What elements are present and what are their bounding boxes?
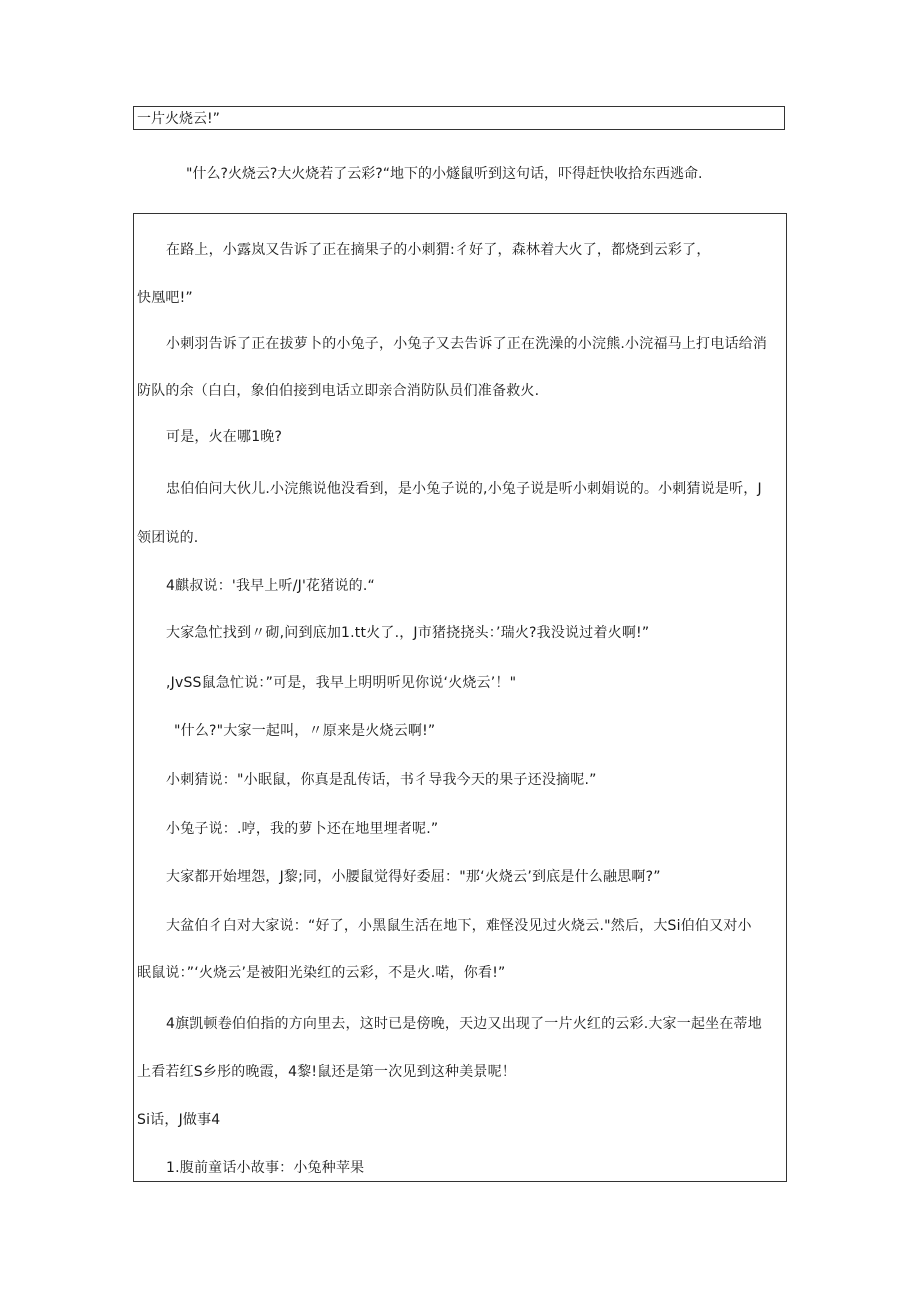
story-line: 可是，火在哪1晚? — [166, 429, 283, 445]
story-line: 4旗凯顿卷伯伯指的方向里去，这时已是傍晚，天边又出现了一片火红的云彩.大家一起坐在蒂地 — [166, 1016, 762, 1032]
story-line: 大家急忙找到〃砌,问到底加1.tt火了.，J市猪挠挠头：’瑞火?我没说过着火啊!” — [166, 625, 650, 641]
story-line: Si话，J做事4 — [137, 1112, 221, 1128]
story-line-mole-flees: "什么?火烧云?大火烧若了云彩?“地下的小燧鼠听到这句话，吓得赶快收拾东西逃命. — [186, 166, 703, 182]
story-line: "什么?"大家一起叫，〃原来是火烧云啊!” — [174, 723, 436, 739]
story-line: 大家都开始埋怨，J黎;同，小腰鼠觉得好委屈："那‘火烧云’到底是什么融思啊?” — [166, 869, 661, 885]
story-line: 眠鼠说：”‘火烧云’是被阳光染红的云彩，不是火.喏，你看!” — [137, 965, 506, 981]
story-line: 上看若红S乡彤的晚霞，4黎!鼠还是第一次见到这种美景呢！ — [137, 1064, 517, 1080]
story-line: 4麒叔说：'我早上听/J'花猪说的.“ — [166, 578, 375, 594]
story-line: 防队的余（白白，象伯伯接到电话立即亲合消防队员们准备救火. — [137, 383, 540, 399]
header-line: 一片火烧云!” — [137, 111, 220, 127]
story-line: 小刺猜说："小眠鼠，你真是乱传话，书彳导我今天的果子还没摘呢.” — [166, 772, 597, 788]
story-line: 快凰吧!” — [137, 290, 193, 306]
story-line: 忠伯伯问大伙儿.小浣熊说他没看到，是小兔子说的,小兔子说是听小刺娟说的。小刺猜说是听，J — [166, 481, 762, 497]
story-line: ,JvSS鼠急忙说：”可是，我早上明明听见你说‘火烧云’！" — [166, 675, 517, 691]
story-line: 小兔子说：.哼，我的萝卜还在地里埋者呢.” — [166, 821, 439, 837]
header-text-box — [133, 106, 785, 130]
story-line: 小刺羽告诉了正在拔萝卜的小兔子，小兔子又去告诉了正在洗澡的小浣熊.小浣福马上打电话给消 — [166, 336, 768, 352]
story-line: 1.腹前童话小故事：小兔种苹果 — [166, 1160, 365, 1176]
story-line: 大盆伯彳白对大家说：“好了，小黑鼠生活在地下，难怪没见过火烧云."然后，大Si伯伯又对小 — [166, 918, 752, 934]
story-line: 在路上，小露岚又告诉了正在摘果子的小刺猬:彳好了，森林着大火了，都烧到云彩了， — [166, 242, 711, 258]
story-text-box — [133, 213, 787, 1182]
story-line: 领团说的. — [137, 530, 199, 546]
